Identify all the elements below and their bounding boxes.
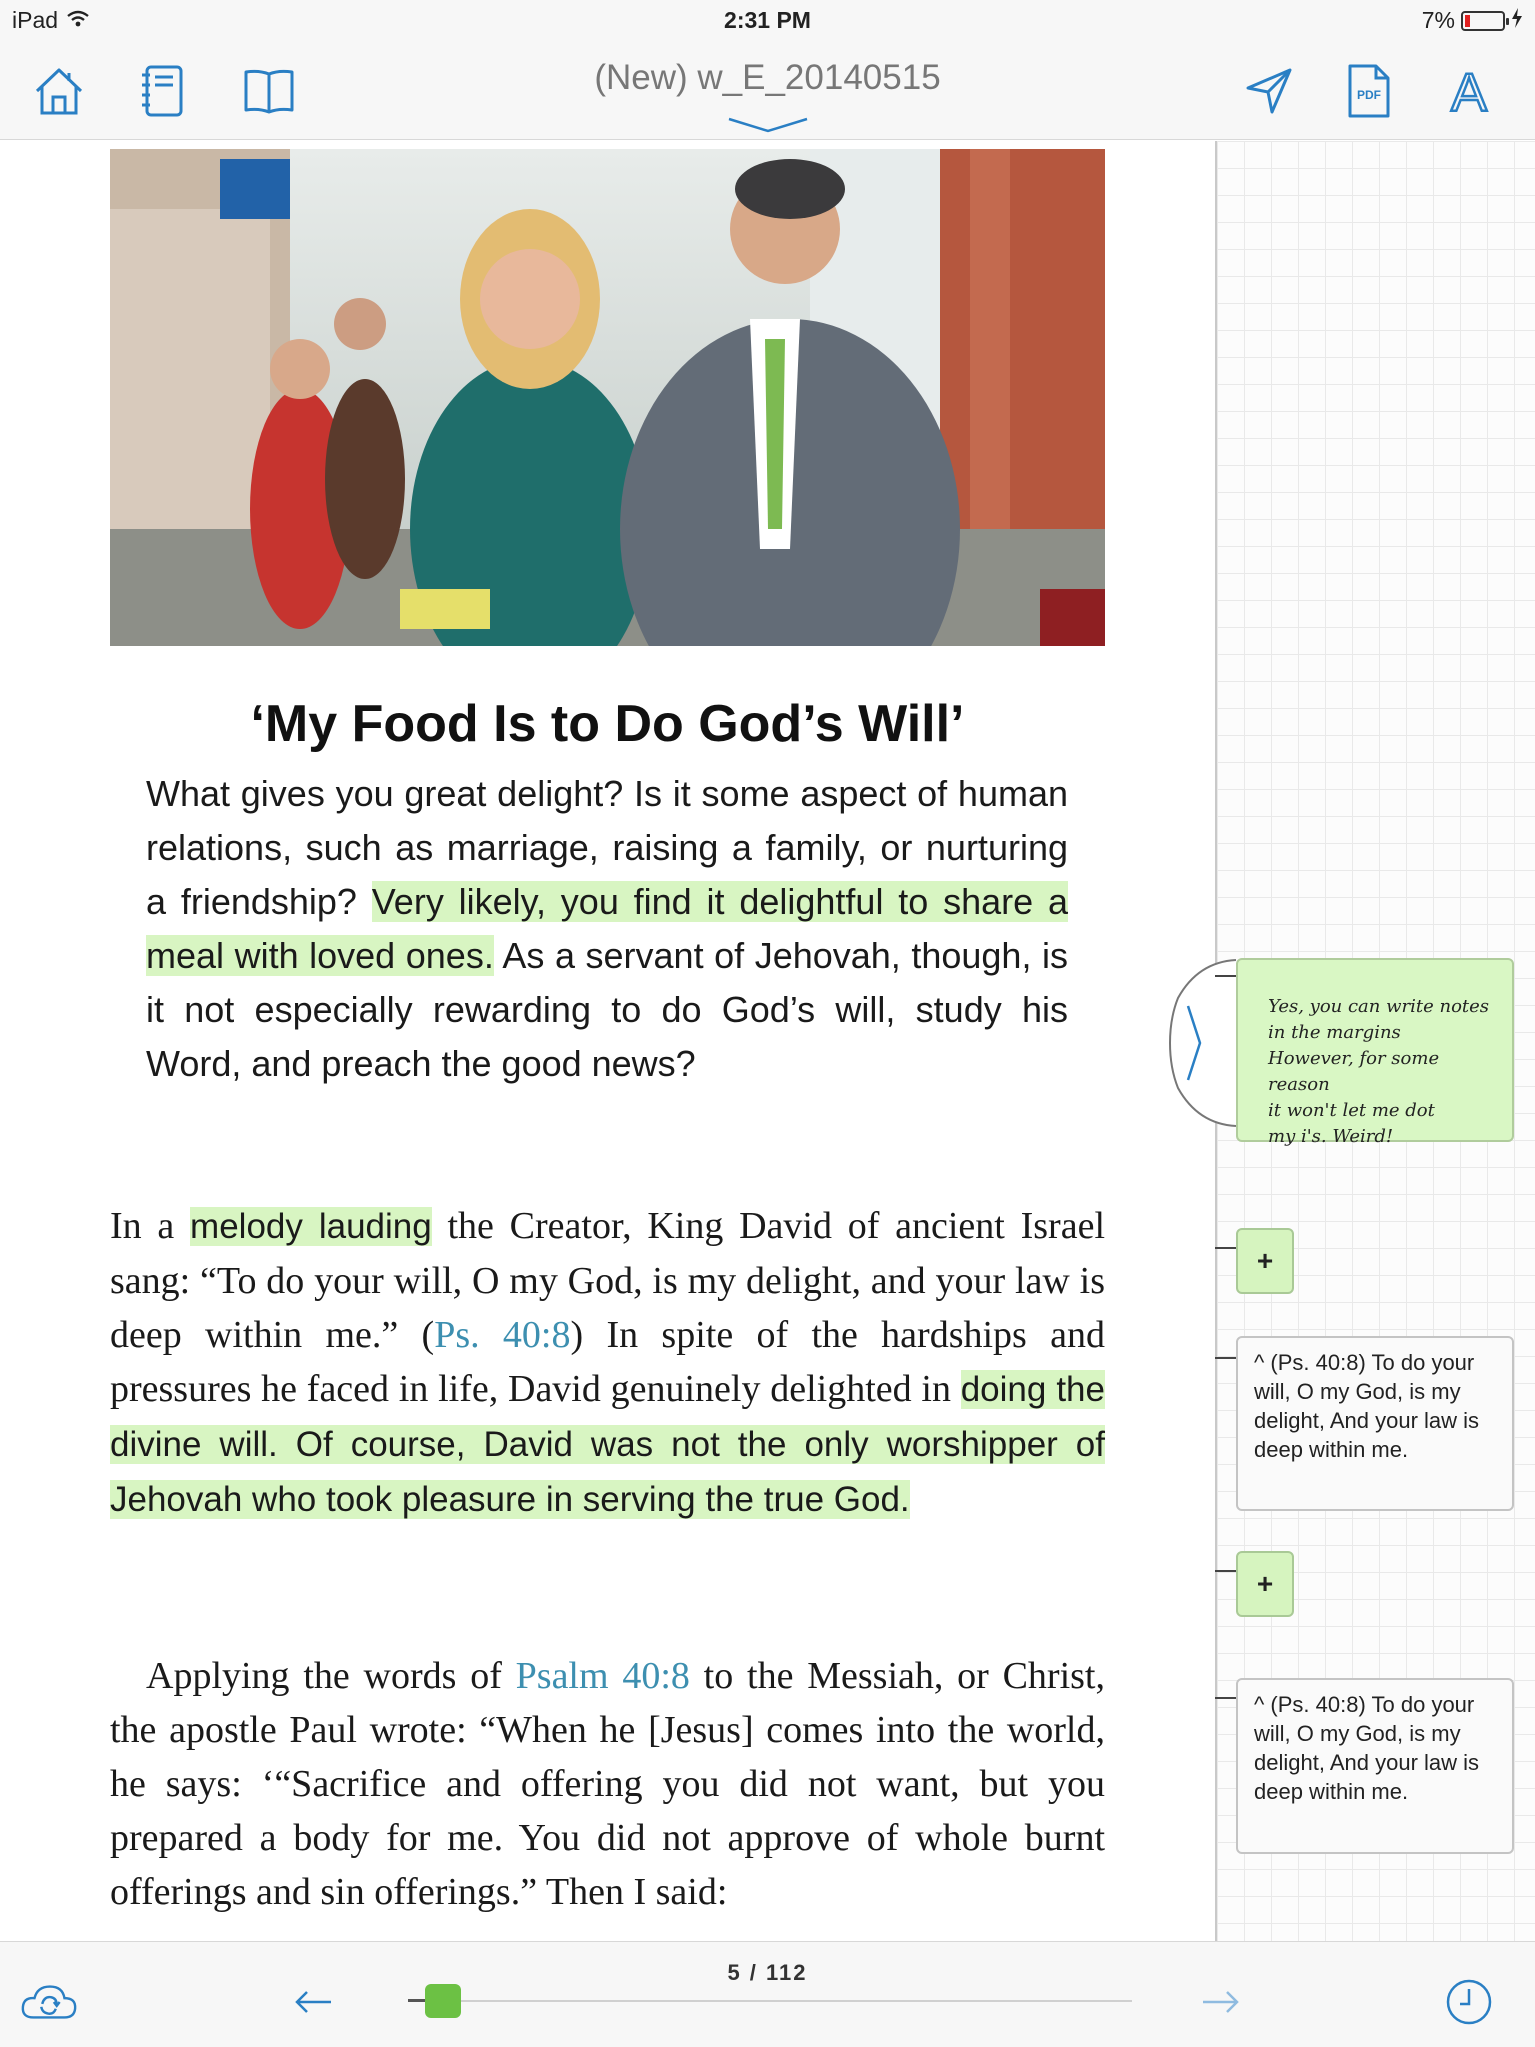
note-connector [1215, 1357, 1237, 1359]
paragraph-2-text: Applying the words of [146, 1655, 516, 1697]
send-icon[interactable] [1240, 62, 1298, 120]
handwritten-line: Yes, you can write notes [1268, 996, 1490, 1017]
paragraph-1-text: In a [110, 1205, 191, 1247]
chevron-down-icon[interactable] [727, 116, 809, 139]
handwritten-line: it won't let me dot [1268, 1100, 1435, 1121]
paragraph-1-highlight-1[interactable]: melody lauding [190, 1207, 432, 1246]
page-slider-track[interactable] [408, 2000, 1132, 2002]
paragraph-1 [110, 1199, 1105, 1527]
top-toolbar [0, 40, 1535, 140]
font-icon-label: A [1450, 65, 1488, 117]
battery-icon [1461, 11, 1505, 31]
article-intro [146, 767, 1068, 1091]
handwritten-line: in the margins [1268, 1022, 1401, 1043]
scripture-note[interactable]: ^ (Ps. 40:8) To do your will, O my God, is my delight, And your law is deep within me. [1236, 1678, 1514, 1854]
font-icon[interactable] [1440, 62, 1498, 120]
pdf-icon-label: PDF [1357, 88, 1381, 102]
status-right [1422, 7, 1523, 34]
scripture-link[interactable]: Psalm 40:8 [515, 1655, 690, 1697]
pdf-icon[interactable] [1340, 62, 1398, 120]
handwritten-note[interactable] [1236, 958, 1514, 1147]
intro-text: What gives you great delight? Is it some aspect of human relations, such as marriage, raising a family, or nurturing a friendship? [146, 773, 1068, 922]
scripture-link[interactable]: Ps. 40:8 [434, 1314, 571, 1356]
note-connector [1215, 975, 1237, 977]
forward-arrow-icon[interactable] [1192, 1976, 1250, 2028]
page-indicator: 5 / 112 [727, 1960, 808, 1985]
paragraph-2 [110, 1649, 1105, 1919]
article-title: ‘My Food Is to Do God’s Will’ [250, 695, 965, 753]
clock-icon[interactable] [1440, 1976, 1498, 2028]
status-time: 2:31 PM [724, 7, 811, 33]
paragraph-1-highlight-2[interactable]: doing the divine will. Of course, David was not the only worshipper of Jehovah who took pleasure in serving the true God. [110, 1370, 1105, 1519]
note-connector [1215, 1570, 1237, 1572]
add-note-button[interactable]: + [1236, 1228, 1294, 1294]
paragraph-1-text-2: the Creator, King David of ancient Israel sang: “To do your will, O my God, is my delight, and your law is deep within me.” ( [110, 1205, 1105, 1356]
handwritten-line: However, for some reason [1268, 1048, 1440, 1095]
document-title[interactable]: (New) w_E_20140515 [594, 58, 941, 97]
paragraph-2-text-2: to the Messiah, or Christ, the apostle Paul wrote: “When he [Jesus] comes into the world, he says: ‘“Sacrifice and offering you did not want, but you prepared a body for me. You did not approve of whole burnt offerings and sin offerings.” Then I said: [110, 1655, 1105, 1913]
paragraph-1-text-3: ) In spite of the hardships and pressures he faced in life, David genuinely delighted in [110, 1314, 1105, 1410]
handwritten-line: my i's. Weird! [1268, 1126, 1394, 1147]
add-note-button[interactable]: + [1236, 1551, 1294, 1617]
intro-text-end: As a servant of Jehovah, though, is it not especially rewarding to do God’s will, study his Word, and preach the good news? [146, 935, 1069, 1084]
note-connector [1215, 1697, 1237, 1699]
status-bar [0, 0, 1535, 40]
collapse-notes-handle[interactable] [1168, 958, 1238, 1128]
device-name: iPad [12, 7, 59, 33]
battery-percent: 7% [1421, 7, 1455, 33]
note-connector [1215, 1247, 1237, 1249]
article-photo [110, 149, 1105, 646]
scripture-note[interactable]: ^ (Ps. 40:8) To do your will, O my God, is my delight, And your law is deep within me. [1236, 1336, 1514, 1511]
document-page[interactable] [0, 141, 1215, 1941]
page-slider-thumb[interactable] [425, 1984, 461, 2018]
charging-icon [1511, 7, 1523, 34]
bottom-bar [0, 1941, 1535, 2047]
intro-highlight[interactable]: Very likely, you find it delightful to share a meal with loved ones. [146, 881, 1069, 976]
